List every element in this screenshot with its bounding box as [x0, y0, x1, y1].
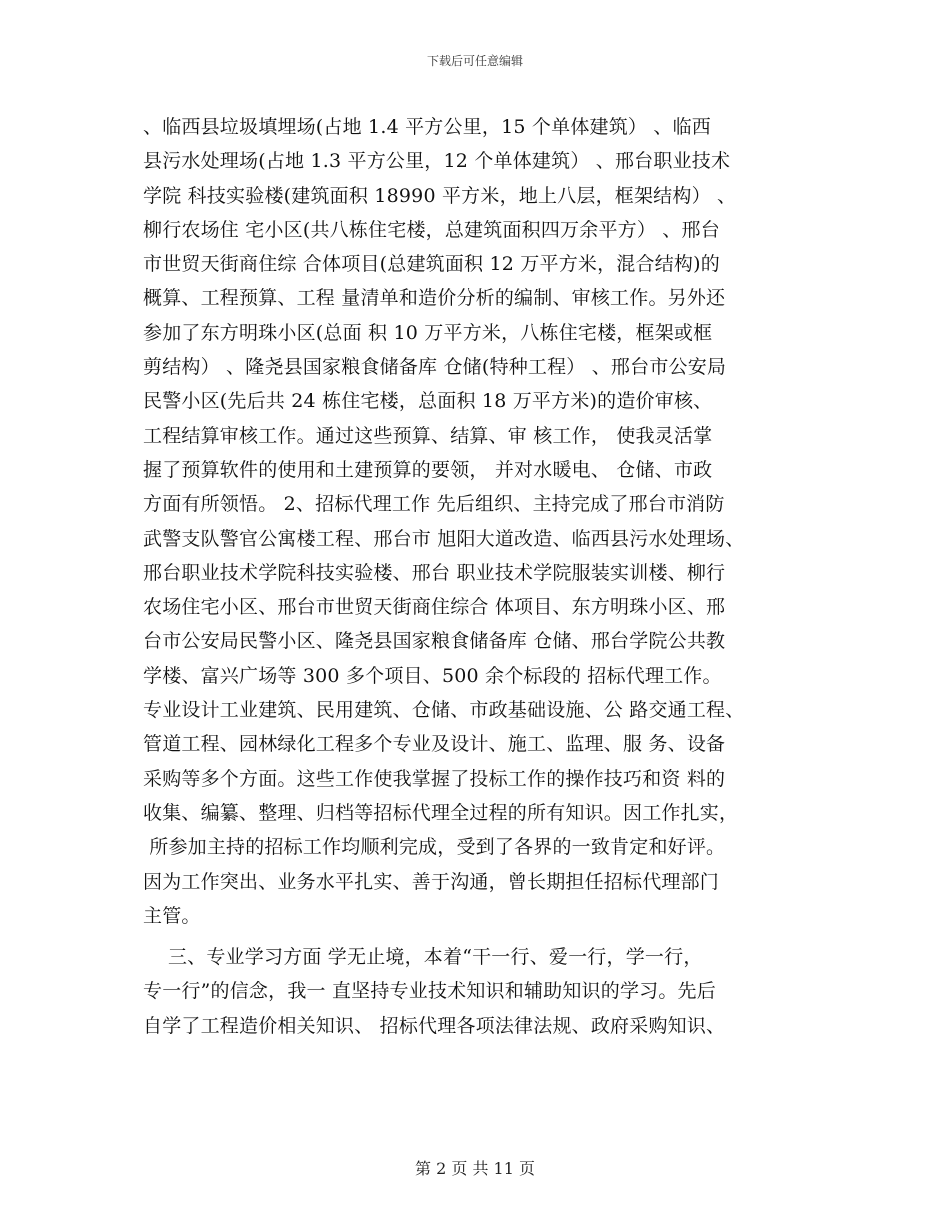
text-line: 收集、编纂、整理、归档等招标代理全过程的所有知识。因工作扎实，: [143, 801, 739, 824]
text-line: 台市公安局民警小区、隆尧县国家粮食储备库 仓储、邢台学院公共教: [143, 630, 726, 653]
text-line: 方面有所领悟。 2、招标代理工作 先后组织、主持完成了邢台市消防: [143, 493, 725, 516]
text-line: 自学了工程造价相关知识、 招标代理各项法律法规、政府采购知识、: [143, 1014, 726, 1037]
text-line: 握了预算软件的使用和土建预算的要领， 并对水暖电、 仓储、市政: [143, 458, 713, 481]
text-line: 学楼、富兴广场等 300 多个项目、500 余个标段的 招标代理工作。: [143, 664, 722, 687]
text-line: 学院 科技实验楼(建筑面积 18990 平方米，地上八层，框架结构） 、: [143, 184, 737, 207]
text-line: 邢台职业技术学院科技实验楼、邢台 职业技术学院服装实训楼、柳行: [143, 561, 726, 584]
text-line: 采购等多个方面。这些工作使我掌握了投标工作的操作技巧和资 料的: [143, 767, 726, 790]
text-line: 专业设计工业建筑、民用建筑、仓储、市政基础设施、公 路交通工程、: [143, 699, 745, 722]
text-line: 市世贸天街商住综 合体项目(总建筑面积 12 万平方米，混合结构)的: [143, 253, 720, 276]
text-line: 柳行农场住 宅小区(共八栋住宅楼，总建筑面积四万余平方） 、邢台: [143, 218, 720, 241]
paragraph-spacer: [143, 933, 833, 940]
text-line: 管道工程、园林绿化工程多个专业及设计、施工、监理、服 务、设备: [143, 733, 726, 756]
text-line: 、临西县垃圾填埋场(占地 1.4 平方公里，15 个单体建筑） 、临西: [143, 116, 711, 138]
text-line: 武警支队警官公寓楼工程、邢台市 旭阳大道改造、临西县污水处理场、: [143, 527, 745, 550]
paragraph: [143, 110, 833, 933]
text-line: 民警小区(先后共 24 栋住宅楼，总面积 18 万平方米)的造价审核、: [143, 390, 713, 413]
text-line: 三、专业学习方面 学无止境，本着“干一行、爱一行，学一行，: [143, 946, 703, 969]
document-body: [143, 110, 833, 1043]
text-line: 因为工作突出、业务水平扎实、善于沟通，曾长期担任招标代理部门: [143, 870, 720, 893]
text-line: 工程结算审核工作。通过这些预算、结算、审 核工作， 使我灵活掌: [143, 424, 713, 447]
text-line: 主管。: [143, 904, 201, 927]
page-footer: 第 2 页 共 11 页: [415, 1159, 535, 1178]
text-line: 参加了东方明珠小区(总面 积 10 万平方米，八栋住宅楼，框架或框: [143, 321, 713, 344]
text-line: 县污水处理场(占地 1.3 平方公里，12 个单体建筑） 、邢台职业技术: [143, 150, 731, 173]
text-line: 剪结构） 、隆尧县国家粮食储备库 仓储(特种工程） 、邢台市公安局: [143, 356, 727, 379]
text-line: 农场住宅小区、邢台市世贸天街商住综合 体项目、东方明珠小区、邢: [143, 596, 726, 619]
page-header: 下载后可任意编辑: [426, 54, 523, 68]
paragraph: [143, 940, 833, 1043]
text-line: 专一行”的信念，我一 直坚持专业技术知识和辅助知识的学习。先后: [143, 980, 716, 1003]
text-line: 概算、工程预算、工程 量清单和造价分析的编制、审核工作。另外还: [143, 287, 726, 310]
text-line: 所参加主持的招标工作均顺利完成，受到了各界的一致肯定和好评。: [143, 836, 726, 859]
